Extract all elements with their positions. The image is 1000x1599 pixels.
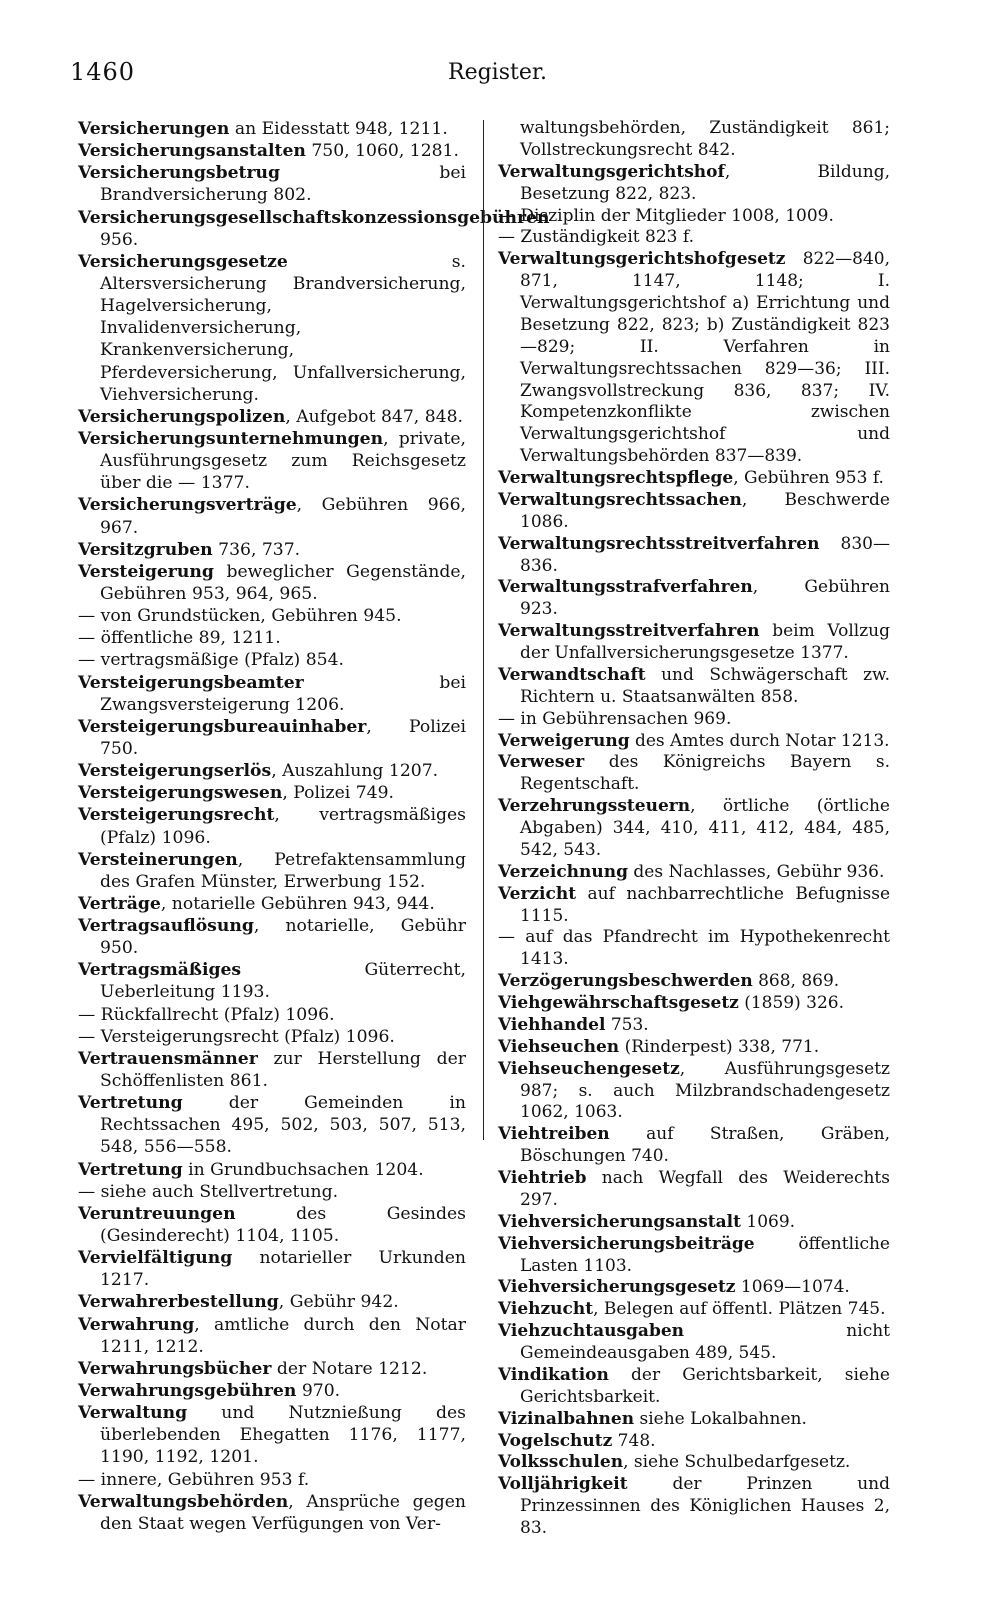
index-references: — in Gebührensachen 969. <box>498 708 732 729</box>
index-entry <box>498 1212 890 1234</box>
index-references: , Auszahlung 1207. <box>271 761 439 782</box>
index-keyword: Versicherungen <box>78 119 230 139</box>
index-keyword: Viehversicherungsanstalt <box>498 1211 741 1232</box>
index-entry <box>78 428 466 494</box>
index-entry <box>78 1092 466 1158</box>
index-references: 736, 737. <box>212 539 301 560</box>
index-entry <box>78 118 466 140</box>
index-references: , amtliche durch den Notar 1211, 1212. <box>100 1314 466 1357</box>
index-references: des Königreichs Bayern s. Regentschaft. <box>520 752 890 795</box>
index-references: , Gebühren 953 f. <box>733 468 884 488</box>
index-entry <box>498 1277 890 1299</box>
index-keyword: Vertretung <box>78 1093 183 1114</box>
index-keyword: Verwaltungsbehörden <box>78 1491 289 1512</box>
index-references: , notarielle, Gebühr 950. <box>100 916 466 959</box>
index-references: — Versteigerungsrecht (Pfalz) 1096. <box>78 1026 395 1047</box>
index-references: , Petrefaktensammlung des Grafen Münster, Erwerbung 152. <box>100 849 466 892</box>
index-references: — von Grundstücken, Gebühren 945. <box>78 606 402 627</box>
index-entry <box>78 162 466 206</box>
index-references: zur Herstellung der Schöffenlisten 861. <box>100 1048 466 1092</box>
index-references: , Ansprüche gegen den Staat wegen Verfügungen von Ver- <box>100 1491 466 1534</box>
index-entry <box>498 1037 890 1059</box>
index-entry <box>78 849 466 893</box>
index-references: 830—836. <box>520 533 890 576</box>
index-references: bei Zwangsversteigerung 1206. <box>100 672 466 715</box>
index-entry <box>78 1469 466 1491</box>
index-keyword: Viehgewährschaftsgesetz <box>498 993 739 1013</box>
index-references: beweglicher Gegenstände, Gebühren 953, 964, 965. <box>100 561 466 604</box>
index-keyword: Verwaltungsgerichtshof <box>498 161 725 182</box>
index-entry <box>78 605 466 627</box>
index-keyword: Vertragsauflösung <box>78 916 254 937</box>
index-keyword: Viehtreiben <box>498 1124 610 1145</box>
index-keyword: Verzögerungsbeschwerden <box>498 971 753 992</box>
index-references: (1859) 326. <box>738 993 845 1013</box>
index-references: , Belegen auf öffentl. Plätzen 745. <box>593 1299 886 1320</box>
index-entry <box>78 1048 466 1092</box>
index-keyword: Versteigerungserlös <box>78 761 272 782</box>
index-keyword: Verwahrungsgebühren <box>78 1381 297 1402</box>
index-keyword: Verwandtschaft <box>498 664 646 685</box>
index-entry <box>78 649 466 671</box>
index-references: — Rückfallrecht (Pfalz) 1096. <box>78 1004 335 1025</box>
index-references: , Polizei 749. <box>282 783 394 804</box>
index-keyword: Versteigerungswesen <box>78 783 283 804</box>
index-keyword: Verwaltungsrechtspflege <box>498 468 734 488</box>
index-entry <box>498 1431 890 1453</box>
index-keyword: Versteigerungsbureauinhaber <box>78 716 367 737</box>
index-entry <box>498 665 890 709</box>
index-references: — innere, Gebühren 953 f. <box>78 1469 310 1490</box>
index-entry <box>498 884 890 928</box>
index-keyword: Volljährigkeit <box>498 1474 628 1495</box>
running-head: Register. <box>448 60 547 85</box>
page-number: 1460 <box>70 58 136 86</box>
index-references: 970. <box>296 1381 341 1402</box>
index-keyword: Verwaltungsrechtssachen <box>498 489 742 510</box>
index-references: 822—840, 871, 1147, 1148; I. Verwaltungsgerichtshof a) Errichtung und Besetzung 822, 823; b) Zuständigkeit 823—829; II. Verfahren in Verwaltungsrechtssachen 829—36; III. Zwangsvollstreckung 836, 837; IV. Kompetenzkonflikte zwischen Verwaltungsgerichtshof und Verwaltungsbehörden 837—839. <box>520 249 890 467</box>
index-entry <box>78 1314 466 1358</box>
index-references: 956. <box>100 229 139 250</box>
index-references: , vertragsmäßiges (Pfalz) 1096. <box>100 805 466 848</box>
index-keyword: Versteigerung <box>78 561 214 582</box>
index-references: — Zuständigkeit 823 f. <box>498 227 694 248</box>
index-references: und Nutznießung des überlebenden Ehegatten 1176, 1177, 1190, 1192, 1201. <box>100 1403 466 1468</box>
index-entry <box>498 118 890 162</box>
index-keyword: Verwahrungsbücher <box>78 1358 272 1379</box>
index-references: der Gerichtsbarkeit, siehe Gerichtsbarkeit. <box>520 1364 890 1407</box>
index-references: 1069—1074. <box>735 1277 850 1298</box>
index-references: , Polizei 750. <box>100 716 466 759</box>
index-references: 1069. <box>741 1211 796 1232</box>
index-references: des Amtes durch Notar 1213. <box>629 730 890 751</box>
index-entry <box>498 993 890 1015</box>
index-keyword: Versicherungspolizen <box>78 406 286 427</box>
index-keyword: Viehversicherungsbeiträge <box>498 1233 755 1254</box>
index-entry <box>78 1358 466 1380</box>
index-entry <box>78 915 466 959</box>
index-entry <box>498 1365 890 1409</box>
index-references: und Schwägerschaft zw. Richtern u. Staatsanwälten 858. <box>520 664 890 707</box>
index-entry <box>78 1247 466 1291</box>
index-references: Güterrecht, Ueberleitung 1193. <box>100 960 466 1003</box>
index-entry <box>498 1168 890 1212</box>
index-entry <box>498 1452 890 1474</box>
index-entry <box>498 206 890 228</box>
index-references: öffentliche Lasten 1103. <box>520 1233 890 1276</box>
index-keyword: Verzehrungssteuern <box>498 796 691 817</box>
index-entry <box>78 1402 466 1468</box>
index-entry <box>498 1124 890 1168</box>
index-entry <box>498 709 890 731</box>
index-entry <box>78 716 466 760</box>
index-column-right <box>498 118 890 1540</box>
index-entry <box>498 490 890 534</box>
index-references: an Eidesstatt 948, 1211. <box>229 119 448 139</box>
index-keyword: Verzicht <box>498 883 577 904</box>
index-keyword: Verzeichnung <box>498 861 629 882</box>
index-keyword: Viehhandel <box>498 1014 606 1035</box>
index-entry <box>78 207 550 251</box>
index-references: , private, Ausführungsgesetz zum Reichsgesetz über die — 1377. <box>100 428 466 494</box>
index-keyword: Vertragsmäßiges <box>78 960 242 981</box>
index-references: , örtliche (örtliche Abgaben) 344, 410, 411, 412, 484, 485, 542, 543. <box>520 796 890 860</box>
index-references: 750, 1060, 1281. <box>305 141 459 162</box>
index-references: des Gesindes (Gesinderecht) 1104, 1105. <box>100 1203 466 1247</box>
index-keyword: Vervielfältigung <box>78 1248 233 1269</box>
index-references: , Bildung, Besetzung 822, 823. <box>520 161 890 204</box>
index-entry <box>78 1159 466 1181</box>
index-entry <box>78 251 466 406</box>
index-entry <box>498 1234 890 1278</box>
index-entry <box>78 893 466 915</box>
index-keyword: Versteigerungsrecht <box>78 805 275 826</box>
index-references: , Gebühren 923. <box>520 577 890 620</box>
index-references: 748. <box>612 1430 656 1451</box>
index-keyword: Vogelschutz <box>498 1430 613 1451</box>
index-entry <box>498 162 890 206</box>
index-keyword: Vertretung <box>78 1159 183 1180</box>
column-divider <box>483 120 484 1140</box>
index-keyword: Viehzucht <box>498 1299 594 1320</box>
index-references: — vertragsmäßige (Pfalz) 854. <box>78 650 344 671</box>
index-keyword: Viehtrieb <box>498 1168 587 1188</box>
index-keyword: Verwahrung <box>78 1314 195 1335</box>
index-references: notarieller Urkunden 1217. <box>100 1248 466 1291</box>
index-entry <box>498 227 890 249</box>
index-references: 868, 869. <box>752 971 840 992</box>
index-keyword: Vertrauensmänner <box>78 1048 258 1069</box>
index-entry <box>78 1203 466 1247</box>
index-references: der Gemeinden in Rechtssachen 495, 502, 503, 507, 513, 548, 556—558. <box>100 1093 466 1158</box>
index-keyword: Verwahrerbestellung <box>78 1292 279 1313</box>
index-references: — auf das Pfandrecht im Hypothekenrecht 1413. <box>498 927 890 970</box>
index-keyword: Verweser <box>498 752 585 773</box>
index-references: beim Vollzug der Unfallversicherungsgesetze 1377. <box>520 621 890 663</box>
index-entry <box>78 494 466 538</box>
index-entry <box>78 406 466 428</box>
index-keyword: Versteinerungen <box>78 849 238 870</box>
index-keyword: Versicherungsgesetze <box>78 251 288 272</box>
index-keyword: Vindikation <box>498 1364 609 1385</box>
index-entry <box>78 1491 466 1535</box>
index-entry <box>498 249 890 468</box>
index-entry <box>78 1004 466 1026</box>
index-keyword: Verwaltungsrechtsstreitverfahren <box>498 533 820 554</box>
index-keyword: Verwaltungsgerichtshofgesetz <box>498 249 786 270</box>
index-references: nach Wegfall des Weiderechts 297. <box>520 1168 890 1210</box>
index-references: , Ausführungsgesetz 987; s. auch Milzbrandschadengesetz 1062, 1063. <box>520 1058 890 1123</box>
index-entry <box>78 539 466 561</box>
index-keyword: Verträge <box>78 893 161 914</box>
index-references: siehe Lokalbahnen. <box>634 1408 807 1429</box>
index-references: (Rinderpest) 338, 771. <box>619 1036 820 1057</box>
index-entry <box>78 804 466 848</box>
index-entry <box>498 971 890 993</box>
index-keyword: Viehseuchen <box>498 1036 620 1057</box>
index-references: der Prinzen und Prinzessinnen des Königlichen Hauses 2, 83. <box>520 1474 890 1538</box>
index-references: auf nachbarrechtliche Befugnisse 1115. <box>520 883 890 926</box>
index-references: des Nachlasses, Gebühr 936. <box>628 861 885 882</box>
index-references: , siehe Schulbedarfgesetz. <box>623 1452 851 1473</box>
index-references: , Aufgebot 847, 848. <box>285 406 463 427</box>
index-references: auf Straßen, Gräben, Böschungen 740. <box>520 1124 890 1167</box>
index-entry <box>78 782 466 804</box>
index-keyword: Versicherungsanstalten <box>78 141 306 162</box>
index-references: s. Altersversicherung Brandversicherung, Hagelversicherung, Invalidenversicherung, Krankenversicherung, Pferdeversicherung, Unfallversicherung, Viehversicherung. <box>100 251 466 405</box>
index-keyword: Volksschulen <box>498 1452 624 1473</box>
index-keyword: Verwaltung <box>78 1403 188 1424</box>
index-entry <box>498 1299 890 1321</box>
index-entry <box>498 1059 890 1125</box>
index-keyword: Verweigerung <box>498 730 630 751</box>
index-references: in Grundbuchsachen 1204. <box>182 1159 424 1180</box>
index-references: der Notare 1212. <box>271 1358 428 1379</box>
index-entry <box>78 672 466 716</box>
index-keyword: Viehzuchtausgaben <box>498 1321 685 1342</box>
index-entry <box>78 760 466 782</box>
index-entry <box>498 731 890 753</box>
index-keyword: Versicherungsbetrug <box>78 163 281 184</box>
index-references: , Beschwerde 1086. <box>520 489 890 532</box>
index-entry <box>78 140 466 162</box>
index-keyword: Versicherungsunternehmungen <box>78 428 384 449</box>
index-references: — öffentliche 89, 1211. <box>78 628 281 649</box>
index-references: — Disziplin der Mitglieder 1008, 1009. <box>498 205 834 226</box>
index-keyword: Viehversicherungsgesetz <box>498 1277 736 1298</box>
index-references: , Gebühr 942. <box>278 1292 399 1313</box>
index-entry <box>78 1380 466 1402</box>
index-entry <box>78 959 466 1003</box>
index-references: — siehe auch Stellvertretung. <box>78 1181 339 1202</box>
index-entry <box>498 752 890 796</box>
index-entry <box>498 577 890 621</box>
index-entry <box>78 561 466 605</box>
index-references: , Gebühren 966, 967. <box>100 495 466 538</box>
index-keyword: Verwaltungsstreitverfahren <box>498 621 760 642</box>
index-keyword: Versicherungsgesellschaftskonzessionsgebühren <box>78 207 550 228</box>
index-entry <box>498 534 890 578</box>
index-references: waltungsbehörden, Zuständigkeit 861; Vollstreckungsrecht 842. <box>520 118 890 160</box>
index-keyword: Veruntreuungen <box>78 1203 236 1224</box>
index-entry <box>498 468 890 490</box>
index-entry <box>78 627 466 649</box>
index-entry <box>498 1015 890 1037</box>
index-entry <box>498 1474 890 1540</box>
index-entry <box>498 927 890 971</box>
index-keyword: Versicherungsverträge <box>78 495 297 516</box>
index-references: , notarielle Gebühren 943, 944. <box>160 893 435 914</box>
index-entry <box>78 1291 466 1313</box>
index-entry <box>498 862 890 884</box>
index-entry <box>498 1409 890 1431</box>
index-keyword: Verwaltungsstrafverfahren <box>498 577 753 598</box>
index-entry <box>78 1026 466 1048</box>
index-keyword: Vizinalbahnen <box>498 1408 635 1429</box>
index-references: nicht Gemeindeausgaben 489, 545. <box>520 1321 890 1363</box>
index-entry <box>78 1181 466 1203</box>
index-keyword: Versteigerungsbeamter <box>78 672 304 693</box>
index-entry <box>498 1321 890 1365</box>
index-references: bei Brandversicherung 802. <box>100 163 466 206</box>
index-entry <box>498 796 890 862</box>
index-references: 753. <box>605 1014 649 1035</box>
index-entry <box>498 621 890 665</box>
index-keyword: Viehseuchengesetz <box>498 1058 680 1079</box>
index-keyword: Versitzgruben <box>78 539 213 560</box>
